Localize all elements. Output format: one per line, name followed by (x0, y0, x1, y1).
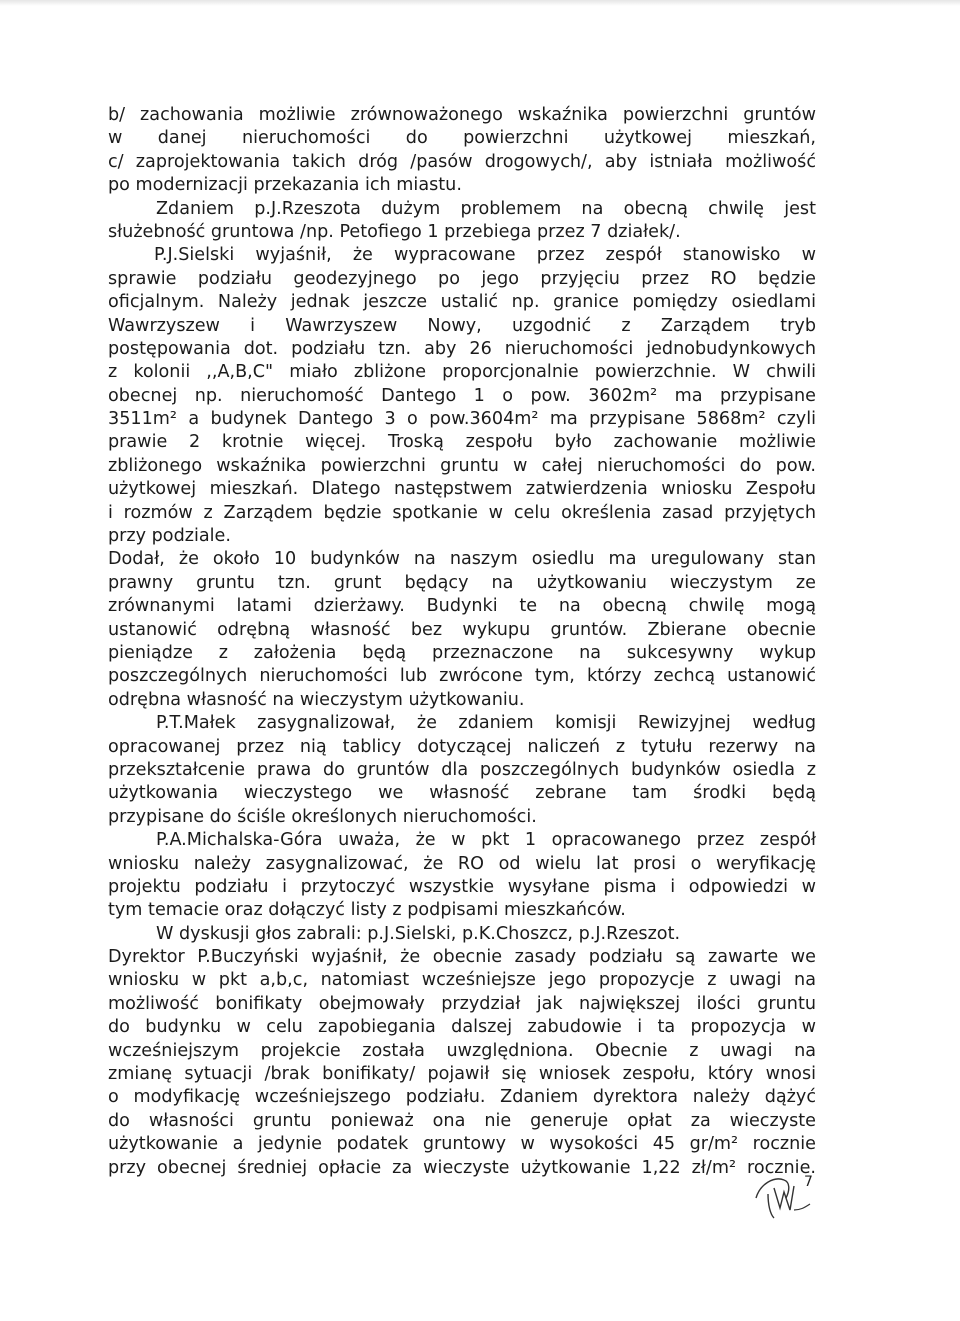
text-line: prawny gruntu tzn. grunt będący na użytkowaniu wieczystym ze (108, 572, 816, 593)
text-line: i rozmów z Zarządem będzie spotkanie w celu określenia zasad przyjętych (108, 502, 816, 523)
text-line: Wawrzyszew i Wawrzyszew Nowy, uzgodnić z Zarządem tryb (108, 315, 816, 336)
page-number: 7 (804, 1174, 813, 1190)
text-line: prawie 2 krotnie więcej. Troską zespołu było zachowanie możliwie (108, 432, 816, 453)
text-line: zmianę sytuacji /brak bonifikaty/ pojawił się wniosek zespołu, który wnosi (108, 1064, 816, 1085)
text-line: projektu podziału i przytoczyć wszystkie wysyłane pisma i odpowiedzi w (108, 876, 816, 897)
text-line: postępowania dot. podziału tzn. aby 26 nieruchomości jednobudynkowych (108, 338, 816, 359)
text-line: ustanowić odrębną własność bez wykupu gruntów. Zbierane obecnie (108, 619, 816, 640)
handwritten-initials (750, 1164, 820, 1224)
text-line: w danej nieruchomości do powierzchni użytkowej mieszkań, (108, 128, 816, 149)
text-line: służebność gruntowa /np. Petofiego 1 przebiega przez 7 działek/. (108, 221, 681, 242)
text-line: użytkowej mieszkań. Dlatego następstwem zatwierdzenia wniosku Zespołu (108, 479, 816, 500)
text-line: do własności gruntu ponieważ ona nie generuje opłat za wieczyste (108, 1110, 816, 1131)
text-line: przy obecnej średniej opłacie za wieczyste użytkowanie 1,22 zł/m² rocznie. (108, 1157, 816, 1178)
text-line: do budynku w celu zapobiegania dalszej zabudowie i ta propozycja w (108, 1017, 816, 1038)
text-line: zbliżonego wskaźnika powierzchni gruntu w całej nieruchomości do pow. (108, 455, 816, 476)
text-line: P.A.Michalska-Góra uważa, że w pkt 1 opracowanego przez zespół (156, 830, 816, 851)
text-line: zrównanymi latami dzierżawy. Budynki te na obecną chwilę mogą (108, 596, 816, 617)
text-line: P.T.Małek zasygnalizował, że zdaniem komisji Rewizyjnej według (156, 713, 816, 734)
text-line: obecnej np. nieruchomość Dantego 1 o pow. 3602m² ma przypisane (108, 385, 816, 406)
text-line: możliwość bonifikaty obejmowały przydział jak największej ilości gruntu (108, 993, 816, 1014)
text-line: użytkowanie a jedynie podatek gruntowy w wysokości 45 gr/m² rocznie (108, 1134, 816, 1155)
text-line: oficjalnym. Należy jednak jeszcze ustalić np. granice pomiędzy osiedlami (108, 292, 816, 313)
text-line: Dodał, że około 10 budynków na naszym osiedlu ma uregulowany stan (108, 549, 816, 570)
text-line: poszczególnych nieruchomości lub zwrócone tym, którzy zechcą ustanowić (108, 666, 816, 687)
document-body (108, 104, 816, 1180)
text-line: wniosku należy zasygnalizować, że RO od wielu lat prosi o weryfikację (108, 853, 816, 874)
text-line: wniosku w pkt a,b,c, natomiast wcześniejsze jego propozycje z uwagi na (108, 970, 816, 991)
text-line: użytkowania wieczystego we własność zebrane tam środki będą (108, 783, 816, 804)
text-line: pieniądze z założenia będą przeznaczone na sukcesywny wykup (108, 642, 816, 663)
text-line: c/ zaprojektowania takich dróg /pasów drogowych/, aby istniała możliwość (108, 151, 816, 172)
text-line: przypisane do ściśle określonych nieruchomości. (108, 806, 537, 827)
text-line: tym temacie oraz dołączyć listy z podpisami mieszkańców. (108, 900, 626, 921)
text-line: 3511m² a budynek Dantego 3 o pow.3604m² ma przypisane 5868m² czyli (108, 409, 816, 430)
scan-edge (0, 0, 960, 6)
text-line: sprawie podziału geodezyjnego po jego przyjęciu przez RO będzie (108, 268, 816, 289)
text-line: odrębna własność na wieczystym użytkowaniu. (108, 689, 525, 710)
text-line: b/ zachowania możliwie zrównoważonego wskaźnika powierzchni gruntów (108, 105, 816, 125)
text-line: z kolonii ,,A,B,C" miało zbliżone proporcjonalnie powierzchnie. W chwili (108, 362, 816, 383)
text-line: W dyskusji głos zabrali: p.J.Sielski, p.K.Choszcz, p.J.Rzeszot. (156, 923, 681, 944)
text-line: o modyfikację wcześniejszego podziału. Zdaniem dyrektora należy dążyć (108, 1087, 816, 1108)
text-line: opracowanej przez nią tablicy dotyczącej naliczeń z tytułu rezerwy na (108, 736, 816, 757)
text-line: wcześniejszym projekcie została uwzględniona. Obecnie z uwagi na (108, 1040, 816, 1061)
text-line: przy podziale. (108, 526, 231, 547)
text-line: przekształcenie prawa do gruntów dla poszczególnych budynków osiedla z (108, 759, 816, 780)
text-line: P.J.Sielski wyjaśnił, że wypracowane przez zespół stanowisko w (154, 245, 816, 266)
text-line: Zdaniem p.J.Rzeszota dużym problemem na obecną chwilę jest (156, 198, 816, 219)
text-line: po modernizacji przekazania ich miastu. (108, 175, 462, 196)
text-line: Dyrektor P.Buczyński wyjaśnił, że obecnie zasady podziału są zawarte we (108, 947, 816, 968)
